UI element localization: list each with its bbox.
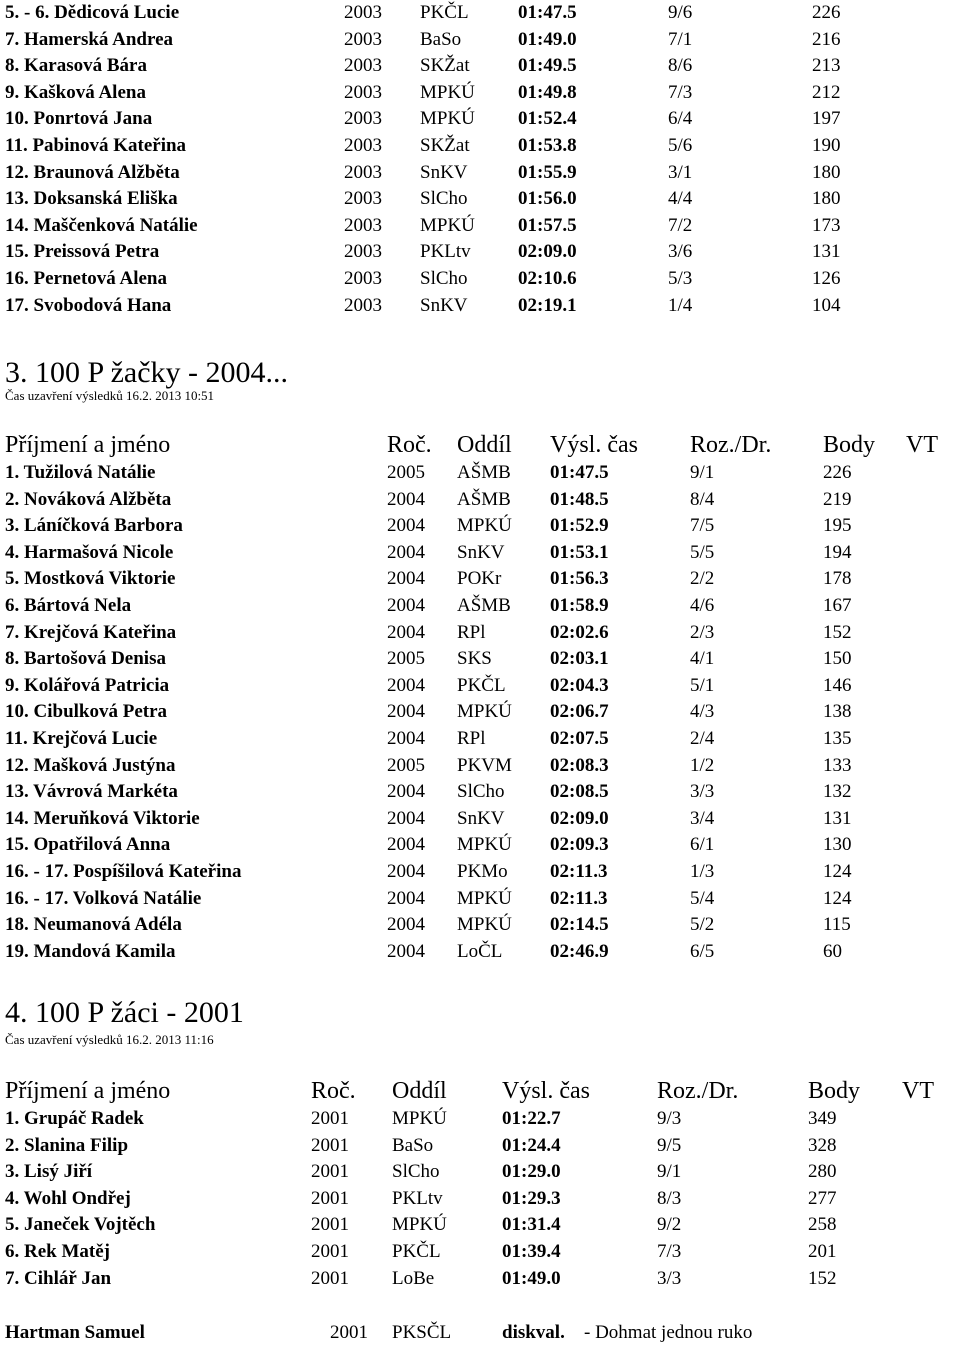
cell-heat: 4/4 <box>668 188 693 210</box>
cell-year: 2003 <box>344 161 382 183</box>
dq-name: Hartman Samuel <box>5 1322 145 1343</box>
cell-club: MPKÚ <box>420 214 475 236</box>
cell-heat: 4/6 <box>690 595 715 616</box>
cell-heat: 9/2 <box>657 1214 682 1236</box>
cell-club: SnKV <box>420 294 468 316</box>
cell-year: 2004 <box>387 674 425 696</box>
result-row <box>0 859 960 885</box>
cell-heat: 5/6 <box>668 135 693 156</box>
result-row <box>0 673 960 699</box>
cell-year: 2005 <box>387 648 425 670</box>
cell-club: MPKÚ <box>420 81 475 103</box>
cell-time: 01:56.0 <box>518 188 577 210</box>
result-row <box>0 1159 960 1185</box>
cell-points: 150 <box>823 648 852 670</box>
cell-heat: 5/3 <box>668 268 693 289</box>
result-row <box>0 620 960 646</box>
result-row <box>0 266 960 292</box>
cell-name: 11. Krejčová Lucie <box>5 728 158 749</box>
cell-points: 180 <box>812 161 841 183</box>
cell-club: AŠMB <box>457 462 511 483</box>
cell-year: 2004 <box>387 887 425 909</box>
cell-club: SnKV <box>420 161 468 183</box>
cell-time: 02:11.3 <box>550 861 608 882</box>
cell-points: 226 <box>812 2 841 23</box>
cell-heat: 7/5 <box>690 515 715 537</box>
cell-year: 2004 <box>387 595 425 616</box>
cell-name: 11. Pabinová Kateřina <box>5 135 187 156</box>
cell-heat: 7/3 <box>668 81 693 103</box>
cell-time: 01:29.3 <box>502 1187 561 1209</box>
cell-heat: 2/4 <box>690 728 715 749</box>
cell-year: 2004 <box>387 728 425 749</box>
cell-time: 01:22.7 <box>502 1108 561 1129</box>
cell-points: 349 <box>808 1108 837 1129</box>
cell-time: 01:49.0 <box>502 1267 561 1289</box>
cell-year: 2003 <box>344 268 382 289</box>
header-heat: Roz./Dr. <box>690 432 772 458</box>
cell-year: 2003 <box>344 294 382 316</box>
cell-points: 124 <box>823 887 852 909</box>
cell-heat: 9/5 <box>657 1134 682 1156</box>
result-row <box>0 646 960 672</box>
cell-club: SnKV <box>457 807 505 829</box>
cell-points: 258 <box>808 1214 837 1236</box>
cell-name: 6. Bártová Nela <box>5 595 132 616</box>
cell-points: 197 <box>812 108 841 130</box>
cell-year: 2004 <box>387 861 425 882</box>
cell-heat: 7/3 <box>657 1241 682 1262</box>
cell-time: 02:04.3 <box>550 674 609 696</box>
cell-club: MPKÚ <box>420 108 475 130</box>
result-row <box>0 886 960 912</box>
cell-club: AŠMB <box>457 595 511 616</box>
cell-year: 2001 <box>311 1267 349 1289</box>
cell-year: 2003 <box>344 108 382 130</box>
cell-name: 15. Preissová Petra <box>5 241 160 263</box>
cell-club: MPKÚ <box>392 1108 447 1129</box>
cell-club: SlCho <box>392 1161 440 1183</box>
dq-status: diskval. <box>502 1322 565 1343</box>
result-row <box>0 806 960 832</box>
cell-time: 01:55.9 <box>518 161 577 183</box>
cell-name: 10. Ponrtová Jana <box>5 108 153 130</box>
cell-heat: 4/3 <box>690 701 715 723</box>
result-row <box>0 912 960 938</box>
cell-time: 01:56.3 <box>550 568 609 590</box>
cell-name: 2. Nováková Alžběta <box>5 488 172 510</box>
section-4-header <box>0 1076 960 1106</box>
cell-name: 8. Karasová Bára <box>5 55 147 77</box>
cell-name: 1. Tužilová Natálie <box>5 462 156 483</box>
cell-club: RPl <box>457 728 486 749</box>
cell-time: 02:14.5 <box>550 914 609 936</box>
cell-points: 135 <box>823 728 852 749</box>
cell-year: 2004 <box>387 807 425 829</box>
cell-heat: 9/3 <box>657 1108 682 1129</box>
cell-points: 213 <box>812 55 841 77</box>
cell-name: 10. Cibulková Petra <box>5 701 168 723</box>
cell-year: 2004 <box>387 568 425 590</box>
cell-points: 194 <box>823 541 852 563</box>
cell-name: 5. Mostková Viktorie <box>5 568 176 590</box>
result-row <box>0 1266 960 1292</box>
cell-heat: 2/2 <box>690 568 715 590</box>
cell-year: 2004 <box>387 834 425 856</box>
cell-heat: 9/1 <box>657 1161 682 1183</box>
cell-club: SlCho <box>420 268 468 289</box>
cell-points: 212 <box>812 81 841 103</box>
cell-points: 131 <box>823 807 852 829</box>
cell-club: PKČL <box>392 1241 441 1262</box>
cell-points: 152 <box>808 1267 837 1289</box>
result-row <box>0 0 960 26</box>
header-points: Body <box>823 432 876 458</box>
cell-name: 12. Braunová Alžběta <box>5 161 180 183</box>
header-vt: VT <box>906 432 938 458</box>
cell-time: 01:52.4 <box>518 108 577 130</box>
cell-heat: 7/2 <box>668 214 693 236</box>
cell-name: 5. - 6. Dědicová Lucie <box>5 2 180 23</box>
result-row <box>0 566 960 592</box>
cell-heat: 5/4 <box>690 887 715 909</box>
result-row <box>0 832 960 858</box>
cell-year: 2004 <box>387 781 425 803</box>
cell-points: 277 <box>808 1187 837 1209</box>
header-year: Roč. <box>311 1078 356 1104</box>
cell-time: 02:06.7 <box>550 701 609 723</box>
cell-points: 201 <box>808 1241 837 1262</box>
header-name: Příjmení a jméno <box>5 1078 171 1104</box>
cell-club: SlCho <box>457 781 505 803</box>
cell-club: MPKÚ <box>392 1214 447 1236</box>
cell-points: 167 <box>823 595 852 616</box>
header-club: Oddíl <box>457 432 512 458</box>
cell-year: 2004 <box>387 621 425 643</box>
cell-club: RPl <box>457 621 486 643</box>
cell-time: 02:03.1 <box>550 648 609 670</box>
cell-name: 16. - 17. Volková Natálie <box>5 887 202 909</box>
cell-points: 138 <box>823 701 852 723</box>
cell-points: 124 <box>823 861 852 882</box>
section-3-header <box>0 430 960 460</box>
result-row <box>0 133 960 159</box>
cell-name: 16. - 17. Pospíšilová Kateřina <box>5 861 242 882</box>
cell-heat: 9/1 <box>690 462 715 483</box>
cell-time: 02:09.0 <box>518 241 577 263</box>
header-club: Oddíl <box>392 1078 447 1104</box>
cell-name: 3. Lisý Jiří <box>5 1161 93 1183</box>
cell-name: 15. Opatřilová Anna <box>5 834 171 856</box>
cell-points: 226 <box>823 462 852 483</box>
dq-note: - Dohmat jednou ruko <box>584 1322 753 1343</box>
cell-year: 2003 <box>344 81 382 103</box>
cell-points: 173 <box>812 214 841 236</box>
cell-club: MPKÚ <box>457 701 512 723</box>
cell-time: 02:08.3 <box>550 754 609 776</box>
header-points: Body <box>808 1078 861 1104</box>
header-vt: VT <box>902 1078 934 1104</box>
cell-club: PKČL <box>420 2 469 23</box>
cell-heat: 9/6 <box>668 2 693 23</box>
cell-heat: 5/5 <box>690 541 715 563</box>
result-row <box>0 540 960 566</box>
cell-club: MPKÚ <box>457 834 512 856</box>
cell-year: 2005 <box>387 462 425 483</box>
cell-club: SlCho <box>420 188 468 210</box>
cell-club: LoBe <box>392 1267 435 1289</box>
cell-heat: 5/1 <box>690 674 715 696</box>
cell-club: PKMo <box>457 861 508 882</box>
result-row <box>0 513 960 539</box>
dq-year: 2001 <box>330 1322 368 1343</box>
cell-name: 18. Neumanová Adéla <box>5 914 182 936</box>
cell-year: 2004 <box>387 940 425 962</box>
cell-points: 146 <box>823 674 852 696</box>
cell-heat: 1/2 <box>690 754 715 776</box>
cell-club: LoČL <box>457 940 503 962</box>
cell-name: 13. Doksanská Eliška <box>5 188 178 210</box>
cell-time: 01:24.4 <box>502 1134 561 1156</box>
cell-name: 2. Slanina Filip <box>5 1134 129 1156</box>
section-3-title: 3. 100 P žačky - 2004... <box>5 356 289 389</box>
cell-points: 152 <box>823 621 852 643</box>
cell-club: POKr <box>457 568 502 590</box>
cell-time: 02:07.5 <box>550 728 609 749</box>
cell-club: PKLtv <box>392 1187 443 1209</box>
cell-club: PKČL <box>457 674 506 696</box>
cell-name: 13. Vávrová Markéta <box>5 781 178 803</box>
cell-time: 02:09.0 <box>550 807 609 829</box>
cell-heat: 6/4 <box>668 108 693 130</box>
result-row <box>0 699 960 725</box>
cell-heat: 8/4 <box>690 488 715 510</box>
cell-name: 7. Cihlář Jan <box>5 1267 112 1289</box>
cell-heat: 4/1 <box>690 648 715 670</box>
result-row <box>0 293 960 319</box>
result-row <box>0 460 960 486</box>
cell-points: 60 <box>823 940 842 962</box>
cell-year: 2004 <box>387 701 425 723</box>
cell-heat: 7/1 <box>668 28 693 50</box>
cell-points: 328 <box>808 1134 837 1156</box>
cell-year: 2001 <box>311 1108 349 1129</box>
cell-time: 02:11.3 <box>550 887 608 909</box>
cell-time: 01:58.9 <box>550 595 609 616</box>
header-heat: Roz./Dr. <box>657 1078 739 1104</box>
result-row <box>0 593 960 619</box>
cell-points: 190 <box>812 135 841 156</box>
cell-time: 01:31.4 <box>502 1214 561 1236</box>
cell-time: 01:49.5 <box>518 55 577 77</box>
result-row <box>0 939 960 965</box>
section-3-closed-time: Čas uzavření výsledků 16.2. 2013 10:51 <box>5 388 215 403</box>
cell-heat: 3/3 <box>690 781 715 803</box>
cell-club: MPKÚ <box>457 887 512 909</box>
cell-club: SnKV <box>457 541 505 563</box>
cell-points: 216 <box>812 28 841 50</box>
cell-points: 132 <box>823 781 852 803</box>
cell-time: 01:47.5 <box>518 2 577 23</box>
cell-time: 02:10.6 <box>518 268 577 289</box>
cell-points: 126 <box>812 268 841 289</box>
result-row <box>0 80 960 106</box>
cell-club: SKŽat <box>420 135 470 156</box>
cell-time: 01:29.0 <box>502 1161 561 1183</box>
cell-club: BaSo <box>420 28 462 50</box>
cell-year: 2004 <box>387 488 425 510</box>
cell-year: 2004 <box>387 541 425 563</box>
cell-name: 19. Mandová Kamila <box>5 940 176 962</box>
cell-heat: 2/3 <box>690 621 715 643</box>
header-year: Roč. <box>387 432 432 458</box>
cell-name: 5. Janeček Vojtěch <box>5 1214 156 1236</box>
cell-heat: 8/6 <box>668 55 693 77</box>
cell-heat: 1/4 <box>668 294 693 316</box>
result-row <box>0 1212 960 1238</box>
cell-club: MPKÚ <box>457 515 512 537</box>
cell-heat: 8/3 <box>657 1187 682 1209</box>
result-row <box>0 487 960 513</box>
cell-time: 01:53.1 <box>550 541 609 563</box>
result-row <box>0 1133 960 1159</box>
cell-year: 2003 <box>344 214 382 236</box>
cell-name: 7. Krejčová Kateřina <box>5 621 177 643</box>
cell-name: 3. Láníčková Barbora <box>5 515 183 537</box>
disqualified-row <box>0 1320 960 1346</box>
cell-name: 6. Rek Matěj <box>5 1241 110 1262</box>
cell-year: 2001 <box>311 1241 349 1262</box>
header-time: Výsl. čas <box>502 1078 590 1104</box>
cell-club: AŠMB <box>457 488 511 510</box>
cell-club: MPKÚ <box>457 914 512 936</box>
cell-heat: 3/6 <box>668 241 693 263</box>
header-time: Výsl. čas <box>550 432 638 458</box>
cell-club: SKŽat <box>420 55 470 77</box>
cell-name: 4. Wohl Ondřej <box>5 1187 131 1209</box>
cell-name: 14. Maščenková Natálie <box>5 214 198 236</box>
cell-name: 1. Grupáč Radek <box>5 1108 144 1129</box>
cell-heat: 1/3 <box>690 861 715 882</box>
cell-year: 2001 <box>311 1214 349 1236</box>
cell-points: 104 <box>812 294 841 316</box>
cell-club: PKLtv <box>420 241 471 263</box>
cell-time: 01:47.5 <box>550 462 609 483</box>
result-row <box>0 160 960 186</box>
cell-time: 02:08.5 <box>550 781 609 803</box>
cell-year: 2003 <box>344 55 382 77</box>
result-row <box>0 779 960 805</box>
cell-time: 01:57.5 <box>518 214 577 236</box>
cell-time: 02:09.3 <box>550 834 609 856</box>
cell-points: 180 <box>812 188 841 210</box>
result-row <box>0 1239 960 1265</box>
cell-year: 2005 <box>387 754 425 776</box>
cell-time: 01:39.4 <box>502 1241 561 1262</box>
cell-time: 01:48.5 <box>550 488 609 510</box>
result-row <box>0 1106 960 1132</box>
result-row <box>0 726 960 752</box>
result-row <box>0 753 960 779</box>
cell-name: 16. Pernetová Alena <box>5 268 168 289</box>
cell-name: 7. Hamerská Andrea <box>5 28 174 50</box>
cell-points: 219 <box>823 488 852 510</box>
result-row <box>0 53 960 79</box>
cell-time: 01:52.9 <box>550 515 609 537</box>
cell-name: 12. Mašková Justýna <box>5 754 176 776</box>
cell-points: 178 <box>823 568 852 590</box>
result-row <box>0 1186 960 1212</box>
result-row <box>0 27 960 53</box>
cell-heat: 3/3 <box>657 1267 682 1289</box>
cell-heat: 6/1 <box>690 834 715 856</box>
cell-heat: 3/1 <box>668 161 693 183</box>
cell-time: 02:19.1 <box>518 294 577 316</box>
cell-name: 14. Meruňková Viktorie <box>5 807 200 829</box>
cell-name: 8. Bartošová Denisa <box>5 648 166 670</box>
result-row <box>0 239 960 265</box>
cell-club: BaSo <box>392 1134 434 1156</box>
result-row <box>0 106 960 132</box>
dq-club: PKSČL <box>392 1322 452 1343</box>
cell-club: SKS <box>457 648 492 670</box>
cell-year: 2003 <box>344 241 382 263</box>
result-row <box>0 186 960 212</box>
cell-year: 2001 <box>311 1134 349 1156</box>
cell-year: 2003 <box>344 188 382 210</box>
cell-year: 2003 <box>344 135 382 156</box>
cell-points: 195 <box>823 515 852 537</box>
cell-points: 115 <box>823 914 851 936</box>
cell-time: 01:49.8 <box>518 81 577 103</box>
cell-time: 01:53.8 <box>518 135 577 156</box>
cell-points: 131 <box>812 241 841 263</box>
cell-year: 2001 <box>311 1161 349 1183</box>
header-name: Příjmení a jméno <box>5 432 171 458</box>
cell-heat: 3/4 <box>690 807 715 829</box>
cell-name: 9. Kašková Alena <box>5 81 146 103</box>
cell-points: 133 <box>823 754 852 776</box>
cell-time: 02:02.6 <box>550 621 609 643</box>
section-4-title: 4. 100 P žáci - 2001 <box>5 996 244 1029</box>
section-4-closed-time: Čas uzavření výsledků 16.2. 2013 11:16 <box>5 1032 214 1047</box>
cell-name: 9. Kolářová Patricia <box>5 674 170 696</box>
cell-time: 01:49.0 <box>518 28 577 50</box>
result-row <box>0 213 960 239</box>
cell-points: 130 <box>823 834 852 856</box>
cell-points: 280 <box>808 1161 837 1183</box>
cell-heat: 6/5 <box>690 940 715 962</box>
cell-name: 4. Harmašová Nicole <box>5 541 174 563</box>
cell-year: 2003 <box>344 28 382 50</box>
cell-year: 2003 <box>344 2 382 23</box>
cell-time: 02:46.9 <box>550 940 609 962</box>
cell-club: PKVM <box>457 754 512 776</box>
cell-year: 2004 <box>387 914 425 936</box>
cell-year: 2001 <box>311 1187 349 1209</box>
cell-heat: 5/2 <box>690 914 715 936</box>
cell-year: 2004 <box>387 515 425 537</box>
cell-name: 17. Svobodová Hana <box>5 294 172 316</box>
